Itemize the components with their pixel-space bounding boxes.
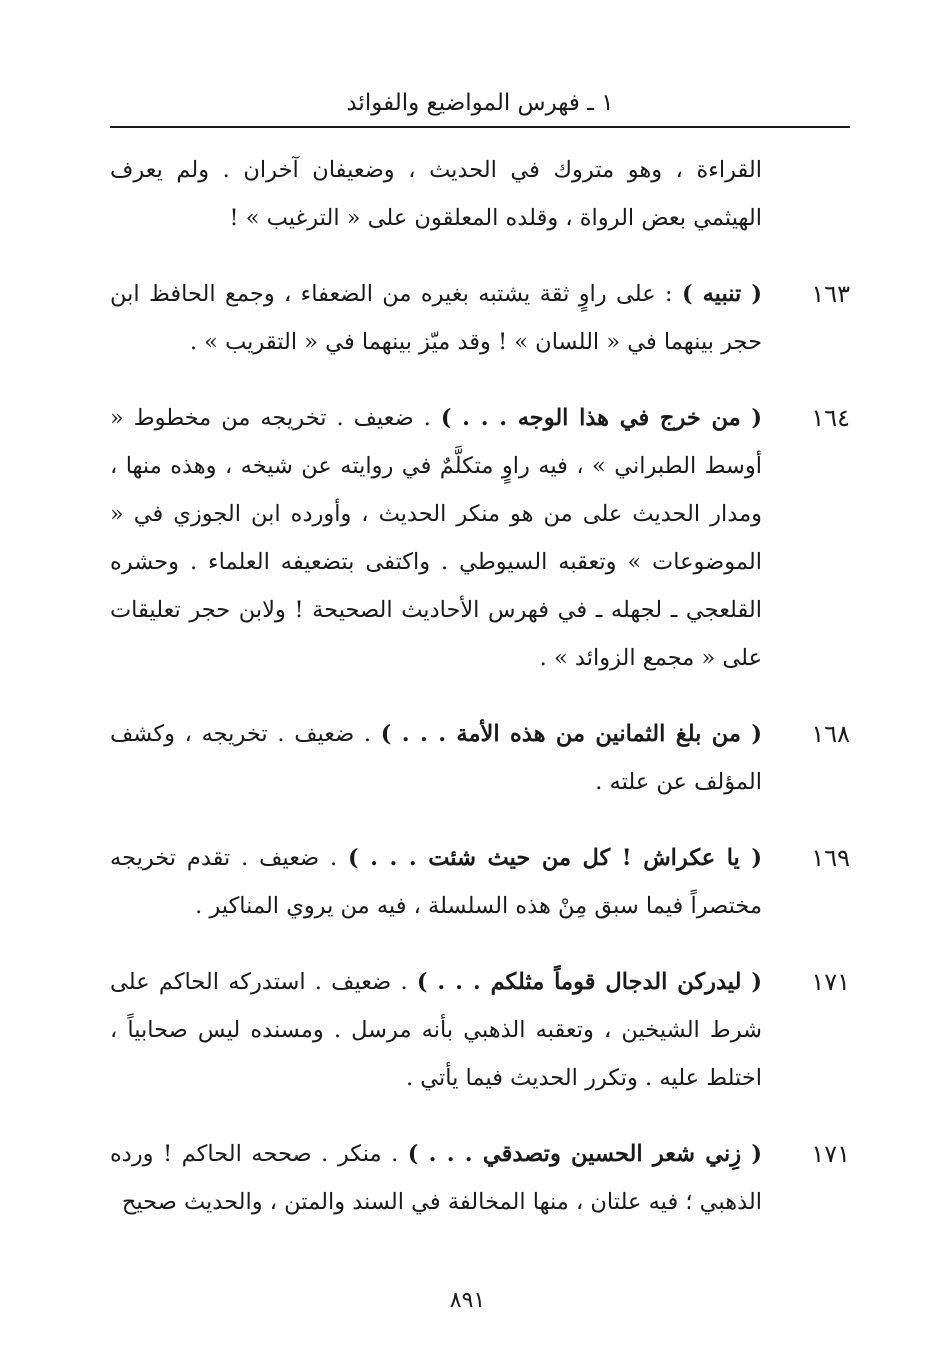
entry-title: ( زِني شعر الحسين وتصدقي . . . ) — [407, 1141, 762, 1167]
index-entry-continuation — [110, 146, 850, 242]
index-entry — [110, 834, 850, 930]
index-entry — [110, 710, 850, 806]
entry-number: ١٦٨ — [811, 720, 850, 748]
entry-body — [110, 710, 762, 806]
entry-number: ١٧١ — [811, 1140, 850, 1168]
index-entry — [110, 1130, 850, 1226]
entry-title: ( من بلغ الثمانين من هذه الأمة . . . ) — [380, 721, 762, 747]
entry-body-text: القراءة ، وهو متروك في الحديث ، وضعيفان آخران . ولم يعرف الهيثمي بعض الرواة ، وقلده المعلقون على « الترغيب » ! — [110, 157, 762, 231]
entry-number: ١٦٤ — [811, 404, 850, 432]
entry-body — [110, 146, 762, 242]
entry-body-text: . ضعيف . تخريجه من مخطوط « أوسط الطبراني » ، فيه راوٍ متكلَّمٌ في روايته عن شيخه ، وهذه منها ، ومدار الحديث على من هو منكر الحديث ، وأورده ابن الجوزي في « الموضوعات » وتعقبه السيوطي . واكتفى بتضعيفه العلماء . وحشره القلعجي ـ لجهله ـ في فهرس الأحاديث الصحيحة ! ولابن حجر تعليقات على « مجمع الزوائد » . — [110, 405, 762, 671]
index-entries — [110, 146, 850, 1254]
entry-body — [110, 270, 762, 366]
index-entry — [110, 394, 850, 682]
entry-body — [110, 834, 762, 930]
page-number: ٨٩١ — [449, 1288, 486, 1313]
entry-body-text: : على راوٍ ثقة يشتبه بغيره من الضعفاء ، وجمع الحافظ ابن حجر بينهما في « اللسان » ! وقد ميّز بينهما في « التقريب » . — [110, 281, 762, 355]
header-rule — [110, 126, 850, 128]
entry-number: ١٦٣ — [811, 280, 850, 308]
entry-body — [110, 394, 762, 682]
index-entry — [110, 270, 850, 366]
entry-body-text: . ضعيف . تقدم تخريجه مختصراً فيما سبق مِنْ هذه السلسلة ، فيه من يروي المناكير . — [110, 845, 762, 919]
entry-title: ( من خرج في هذا الوجه . . . ) — [440, 405, 762, 431]
running-head: ١ ـ فهرس المواضيع والفوائد — [346, 90, 614, 116]
entry-title: ( يا عكراش ! كل من حيث شئت . . . ) — [348, 845, 762, 871]
index-entry — [110, 958, 850, 1102]
entry-title: ( تنبيه ) — [681, 281, 762, 307]
entry-body-text: . ضعيف . استدركه الحاكم على شرط الشيخين ، وتعقبه الذهبي بأنه مرسل . ومسنده ليس صحابياً ، اختلط عليه . وتكرر الحديث فيما يأتي . — [110, 969, 762, 1091]
entry-body — [110, 1130, 762, 1226]
entry-body-text: . ضعيف . تخريجه ، وكشف المؤلف عن علته . — [110, 721, 762, 795]
entry-body-text: . منكر . صححه الحاكم ! ورده الذهبي ؛ فيه علتان ، منها المخالفة في السند والمتن ، والحديث صحيح — [110, 1141, 762, 1215]
entry-body — [110, 958, 762, 1102]
entry-title: ( ليدركن الدجال قوماً مثلكم . . . ) — [416, 969, 763, 995]
entry-number: ١٦٩ — [811, 844, 850, 872]
entry-number: ١٧١ — [811, 968, 850, 996]
